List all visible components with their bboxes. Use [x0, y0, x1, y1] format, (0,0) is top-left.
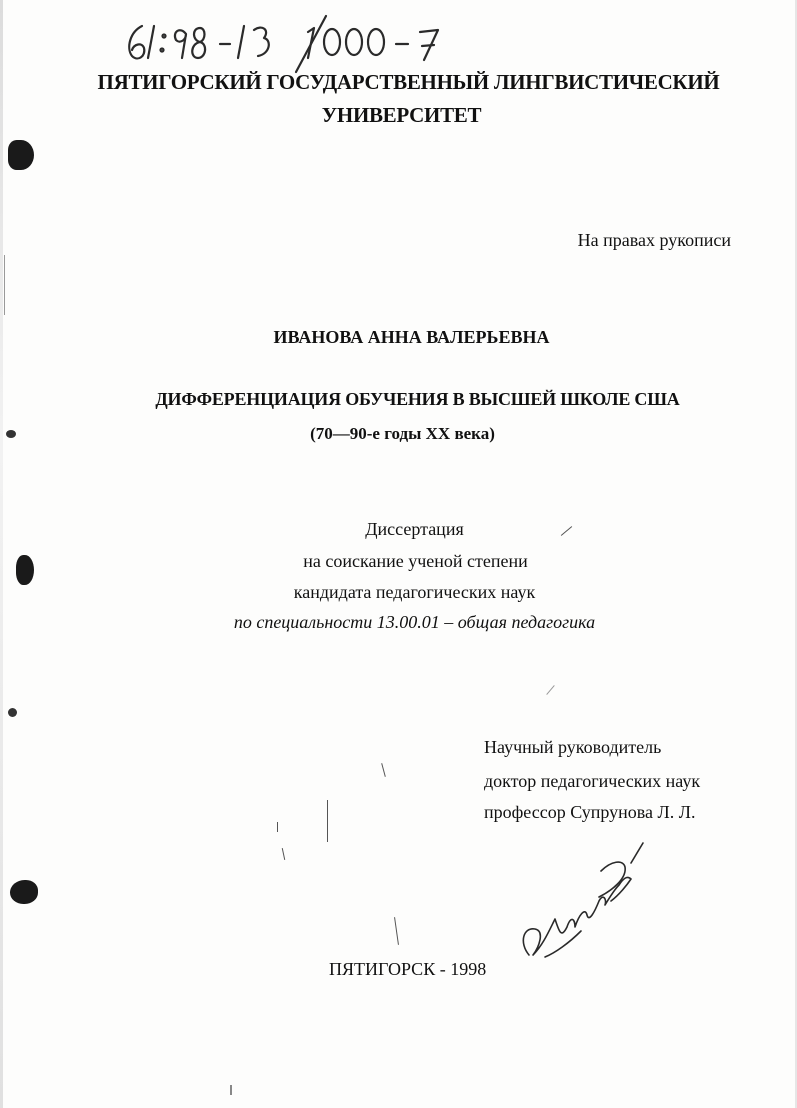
- author-name: ИВАНОВА АННА ВАЛЕРЬЕВНА: [273, 327, 550, 347]
- university-name-line2: УНИВЕРСИТЕТ: [321, 103, 482, 127]
- city-year: ПЯТИГОРСК - 1998: [329, 959, 487, 979]
- scan-mark: [394, 917, 399, 945]
- degree-purpose: на соискание ученой степени: [303, 551, 528, 571]
- scan-mark: [546, 685, 554, 695]
- university-name-line1: ПЯТИГОРСКИЙ ГОСУДАРСТВЕННЫЙ ЛИНГВИСТИЧЕСКИЙ: [97, 70, 720, 94]
- scan-edge-left: [0, 0, 3, 1108]
- scan-mark: [230, 1085, 232, 1095]
- manuscript-rights-note: На правах рукописи: [577, 230, 731, 250]
- scan-mark: [327, 800, 328, 842]
- scan-mark: [381, 763, 386, 777]
- handwritten-signature: [515, 835, 650, 975]
- degree-name: кандидата педагогических наук: [293, 582, 536, 602]
- specialty: по специальности 13.00.01 – общая педагогика: [233, 612, 596, 632]
- supervisor-name: профессор Супрунова Л. Л.: [484, 802, 696, 822]
- binding-hole: [10, 880, 38, 904]
- scan-mark: [282, 848, 285, 860]
- scan-mark: [4, 255, 5, 315]
- document-type: Диссертация: [365, 519, 464, 539]
- scan-mark: [277, 822, 278, 832]
- supervisor-label: Научный руководитель: [484, 737, 662, 757]
- binding-hole: [8, 140, 34, 170]
- scan-speck: [8, 708, 17, 717]
- supervisor-degree: доктор педагогических наук: [484, 771, 701, 791]
- dissertation-title: ДИФФЕРЕНЦИАЦИЯ ОБУЧЕНИЯ В ВЫСШЕЙ ШКОЛЕ США: [155, 389, 680, 409]
- handwritten-archive-number: [120, 14, 460, 74]
- dissertation-period: (70—90-е годы XX века): [310, 424, 495, 443]
